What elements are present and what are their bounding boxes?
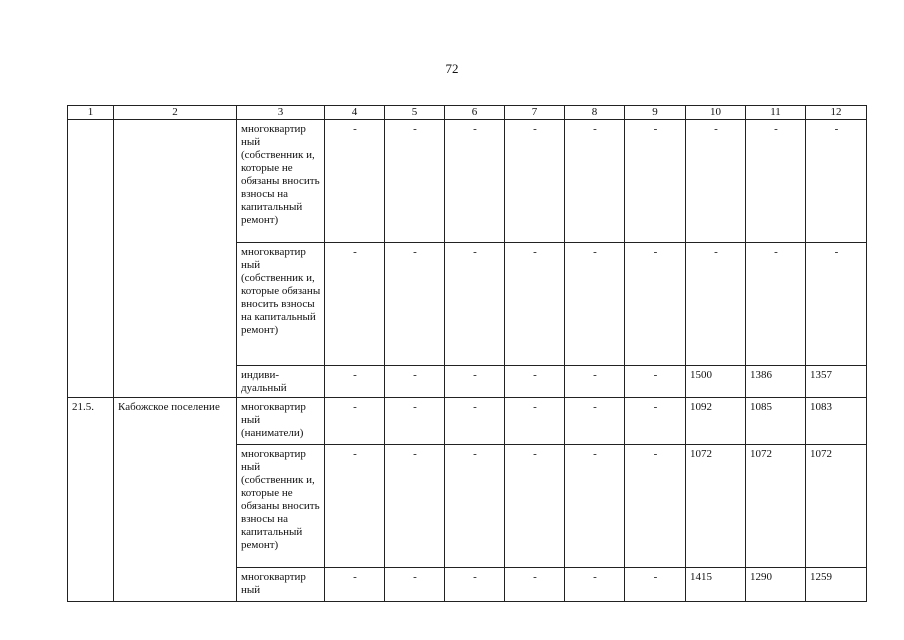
column-header: 12 <box>806 106 867 120</box>
value-cell: - <box>565 398 625 445</box>
value-cell: - <box>325 243 385 366</box>
value-cell: 1072 <box>746 445 806 568</box>
value-cell: - <box>385 568 445 602</box>
value-cell: - <box>625 243 686 366</box>
settlement-name-cell <box>114 120 237 398</box>
value-cell: 1290 <box>746 568 806 602</box>
page-number: 72 <box>445 61 459 76</box>
column-header: 1 <box>68 106 114 120</box>
table-header-row <box>68 106 867 120</box>
value-cell: - <box>325 398 385 445</box>
column-header: 6 <box>445 106 505 120</box>
value-cell: - <box>385 398 445 445</box>
table-row <box>68 398 867 445</box>
column-header: 5 <box>385 106 445 120</box>
tariff-table <box>67 105 867 602</box>
housing-type-cell: индиви- дуальный <box>237 366 325 398</box>
row-number-cell: 21.5. <box>68 398 114 602</box>
housing-type-cell: многоквартир ный (собственник и, которые обязаны вносить взносы на капитальный ремонт) <box>237 243 325 366</box>
value-cell: - <box>505 445 565 568</box>
column-header: 8 <box>565 106 625 120</box>
value-cell: - <box>385 243 445 366</box>
value-cell: - <box>505 398 565 445</box>
value-cell: - <box>385 445 445 568</box>
value-cell: 1415 <box>686 568 746 602</box>
value-cell: - <box>565 568 625 602</box>
value-cell: - <box>445 568 505 602</box>
value-cell: - <box>565 366 625 398</box>
value-cell: - <box>505 120 565 243</box>
column-header: 7 <box>505 106 565 120</box>
column-header: 3 <box>237 106 325 120</box>
column-header: 10 <box>686 106 746 120</box>
housing-type-cell: многоквартир ный (собственник и, которые не обязаны вносить взносы на капитальный ремонт) <box>237 445 325 568</box>
housing-type-cell: многоквартир ный (наниматели) <box>237 398 325 445</box>
value-cell: 1083 <box>806 398 867 445</box>
value-cell: - <box>445 398 505 445</box>
value-cell: 1085 <box>746 398 806 445</box>
value-cell: - <box>505 568 565 602</box>
value-cell: - <box>565 243 625 366</box>
value-cell: - <box>385 120 445 243</box>
value-cell: - <box>625 120 686 243</box>
value-cell: - <box>445 366 505 398</box>
value-cell: 1259 <box>806 568 867 602</box>
value-cell: 1386 <box>746 366 806 398</box>
value-cell: - <box>385 366 445 398</box>
value-cell: - <box>625 445 686 568</box>
value-cell: - <box>746 243 806 366</box>
value-cell: - <box>625 568 686 602</box>
value-cell: - <box>625 398 686 445</box>
value-cell: - <box>325 445 385 568</box>
column-header: 11 <box>746 106 806 120</box>
value-cell: - <box>686 243 746 366</box>
value-cell: - <box>686 120 746 243</box>
column-header: 4 <box>325 106 385 120</box>
column-header: 9 <box>625 106 686 120</box>
value-cell: - <box>806 243 867 366</box>
value-cell: - <box>445 120 505 243</box>
settlement-name-cell: Кабожское поселение <box>114 398 237 602</box>
value-cell: - <box>445 445 505 568</box>
value-cell: - <box>325 366 385 398</box>
value-cell: 1357 <box>806 366 867 398</box>
value-cell: - <box>746 120 806 243</box>
housing-type-cell: многоквартир ный (собственник и, которые не обязаны вносить взносы на капитальный ремонт) <box>237 120 325 243</box>
value-cell: - <box>505 366 565 398</box>
value-cell: 1500 <box>686 366 746 398</box>
value-cell: - <box>625 366 686 398</box>
value-cell: - <box>806 120 867 243</box>
housing-type-cell: многоквартир ный <box>237 568 325 602</box>
value-cell: - <box>445 243 505 366</box>
row-number-cell <box>68 120 114 398</box>
value-cell: 1092 <box>686 398 746 445</box>
value-cell: - <box>565 120 625 243</box>
value-cell: - <box>325 568 385 602</box>
value-cell: - <box>505 243 565 366</box>
column-header: 2 <box>114 106 237 120</box>
value-cell: 1072 <box>806 445 867 568</box>
value-cell: - <box>565 445 625 568</box>
table-row <box>68 120 867 243</box>
value-cell: 1072 <box>686 445 746 568</box>
value-cell: - <box>325 120 385 243</box>
